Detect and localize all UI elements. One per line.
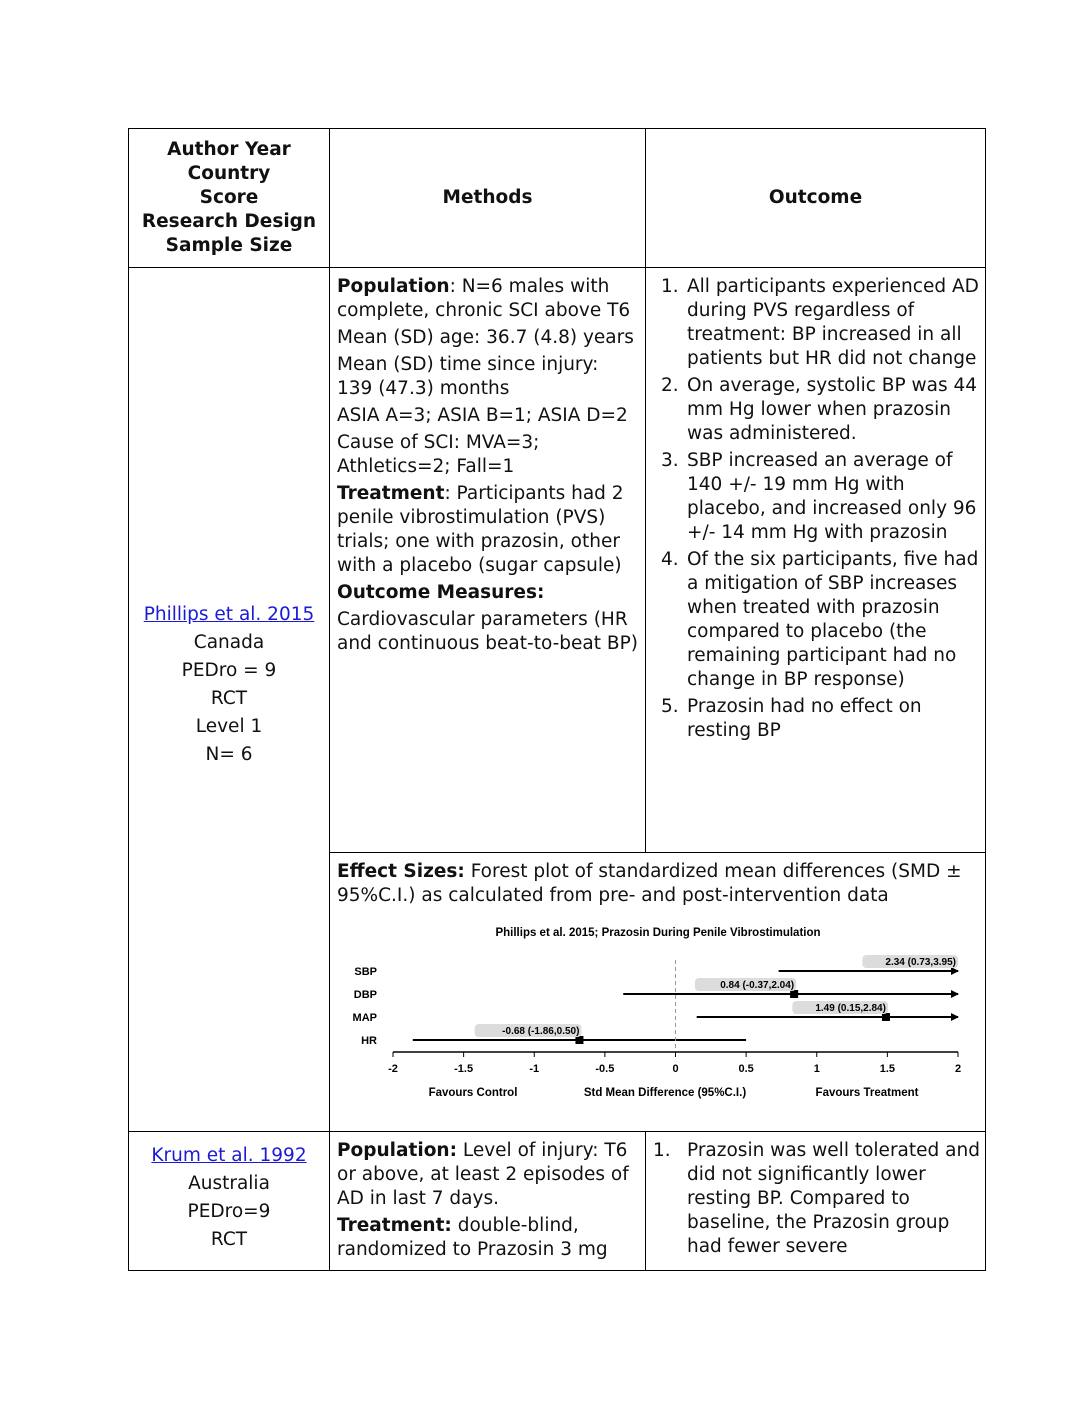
study-sample: N= 6 — [205, 744, 253, 765]
header-outcome — [646, 129, 985, 267]
table-divider-2b — [645, 1131, 646, 1271]
header-author — [129, 129, 329, 267]
header-methods-label: Methods — [442, 187, 533, 208]
row-value-label-hr: -0.68 (-1.86,0.50) — [502, 1026, 580, 1037]
treatment-text: : Participants had 2 penile vibrostimulation (PVS) trials; one with prazosin, other with a placebo (sugar capsule) — [337, 483, 624, 576]
methods-time: Mean (SD) time since injury: 139 (47.3) months — [337, 354, 599, 399]
row-label-map: MAP — [352, 1012, 377, 1024]
x-tick-label: 2 — [954, 1063, 962, 1075]
point-estimate-map — [882, 1013, 890, 1021]
list-number: 4. — [661, 549, 679, 570]
chart-xlabel: Std Mean Difference (95%C.I.) — [583, 1087, 747, 1099]
treatment-text: double-blind, randomized to Prazosin 3 mg — [337, 1215, 608, 1260]
x-tick-label: -2 — [388, 1063, 398, 1075]
list-text: All participants experienced AD during PVS regardless of treatment: BP increased in all patients but HR did not change — [687, 276, 979, 369]
study-link-phillips[interactable]: Phillips et al. 2015 — [143, 604, 315, 625]
methods-treatment — [337, 1214, 639, 1262]
chart-title: Phillips et al. 2015; Prazosin During Penile Vibrostimulation — [495, 927, 821, 939]
header-methods — [330, 129, 645, 267]
header-outcome-label: Outcome — [768, 187, 863, 208]
methods-asia: ASIA A=3; ASIA B=1; ASIA D=2 — [337, 405, 628, 426]
list-text: Of the six participants, five had a mitigation of SBP increases when treated with prazosin compared to placebo (the remaining participant had no change in BP response) — [687, 549, 979, 690]
outcome-cell-phillips — [647, 275, 981, 746]
effect-sizes-text — [337, 860, 981, 911]
x-tick-label: -1.5 — [454, 1063, 474, 1075]
row-value-label-sbp: 2.34 (0.73,3.95) — [885, 957, 956, 968]
x-tick-label: -0.5 — [595, 1063, 615, 1075]
table-border-effect — [329, 852, 986, 853]
list-number: 2. — [661, 375, 679, 396]
list-number: 1. — [661, 276, 679, 297]
effect-sizes-label: Effect Sizes: — [337, 861, 465, 882]
row-label-hr: HR — [361, 1035, 377, 1047]
header-score-line: Score — [199, 187, 259, 208]
methods-outcome-text: Cardiovascular parameters (HR and continuous beat-to-beat BP) — [337, 609, 638, 654]
outcome-cell-krum — [647, 1139, 981, 1262]
study-country: Canada — [193, 632, 265, 653]
effect-sizes-desc: Forest plot of standardized mean differences (SMD ± 95%C.I.) as calculated from pre- and post-intervention data — [337, 861, 962, 906]
study-level: Level 1 — [195, 716, 263, 737]
chart-right-label: Favours Treatment — [815, 1087, 919, 1099]
list-text: SBP increased an average of 140 +/- 19 mm Hg with placebo, and increased only 96 +/- 14 mm Hg with prazosin — [687, 450, 977, 543]
x-tick-label: -1 — [529, 1063, 540, 1075]
row-value-label-map: 1.49 (0.15,2.84) — [815, 1003, 886, 1014]
list-item — [647, 275, 981, 371]
table-border-row2 — [128, 1131, 986, 1132]
list-text: Prazosin was well tolerated and did not significantly lower resting BP. Compared to baseline, the Prazosin group had fewer severe — [687, 1140, 980, 1257]
treatment-label: Treatment: — [337, 1215, 452, 1236]
list-item — [647, 449, 981, 545]
x-tick-label: 1 — [813, 1063, 820, 1075]
study-cell-krum — [129, 1144, 329, 1256]
x-tick-label: 0 — [672, 1063, 679, 1075]
header-author-line: Author Year — [167, 139, 291, 160]
population-text: Level of injury: T6 or above, at least 2 episodes of AD in last 7 days. — [337, 1140, 629, 1209]
methods-population — [337, 1139, 639, 1211]
methods-cause: Cause of SCI: MVA=3; Athletics=2; Fall=1 — [337, 432, 540, 477]
forest-plot — [332, 918, 982, 1113]
methods-population — [337, 275, 639, 323]
list-number: 1. — [653, 1140, 671, 1161]
header-design-line: Research Design — [141, 211, 317, 232]
list-number: 3. — [661, 450, 679, 471]
list-text: On average, systolic BP was 44 mm Hg lower when prazosin was administered. — [687, 375, 978, 444]
methods-outcome-label — [337, 581, 639, 605]
point-estimate-hr — [575, 1036, 583, 1044]
population-text: : N=6 males with complete, chronic SCI above T6 — [337, 276, 631, 321]
study-pedro: PEDro=9 — [187, 1201, 271, 1222]
header-country-line: Country — [187, 163, 271, 184]
x-tick-label: 0.5 — [738, 1063, 754, 1075]
table-border-header — [128, 267, 986, 268]
study-link-krum[interactable]: Krum et al. 1992 — [151, 1145, 307, 1166]
row-label-sbp: SBP — [354, 966, 377, 978]
population-label: Population: — [337, 1140, 457, 1161]
point-estimate-dbp — [790, 990, 798, 998]
list-item — [647, 695, 981, 743]
x-tick-label: 1.5 — [879, 1063, 896, 1075]
methods-cell-phillips — [337, 275, 639, 659]
study-pedro: PEDro = 9 — [181, 660, 277, 681]
population-label: Population — [337, 276, 450, 297]
list-item — [647, 548, 981, 692]
study-country: Australia — [188, 1173, 270, 1194]
treatment-label: Treatment — [337, 483, 445, 504]
table-divider-1 — [329, 128, 330, 1271]
methods-cell-krum — [337, 1139, 639, 1265]
study-design: RCT — [210, 688, 248, 709]
list-item — [647, 1139, 981, 1259]
table-border-right — [985, 128, 986, 1271]
list-item — [647, 374, 981, 446]
chart-left-label: Favours Control — [428, 1087, 518, 1099]
header-sample-line: Sample Size — [165, 235, 293, 256]
outcome-list-krum — [647, 1139, 981, 1259]
study-design: RCT — [210, 1229, 248, 1250]
table-border-bottom — [128, 1270, 986, 1271]
row-label-dbp: DBP — [353, 989, 377, 1001]
outcome-list-phillips — [647, 275, 981, 743]
methods-age: Mean (SD) age: 36.7 (4.8) years — [337, 327, 634, 348]
list-text: Prazosin had no effect on resting BP — [687, 696, 922, 741]
study-cell-phillips — [129, 603, 329, 771]
effect-sizes-paragraph — [337, 860, 981, 908]
outcome-measures-label: Outcome Measures: — [337, 582, 545, 603]
list-number: 5. — [661, 696, 679, 717]
row-value-label-dbp: 0.84 (-0.37,2.04) — [720, 980, 795, 991]
methods-treatment — [337, 482, 639, 578]
